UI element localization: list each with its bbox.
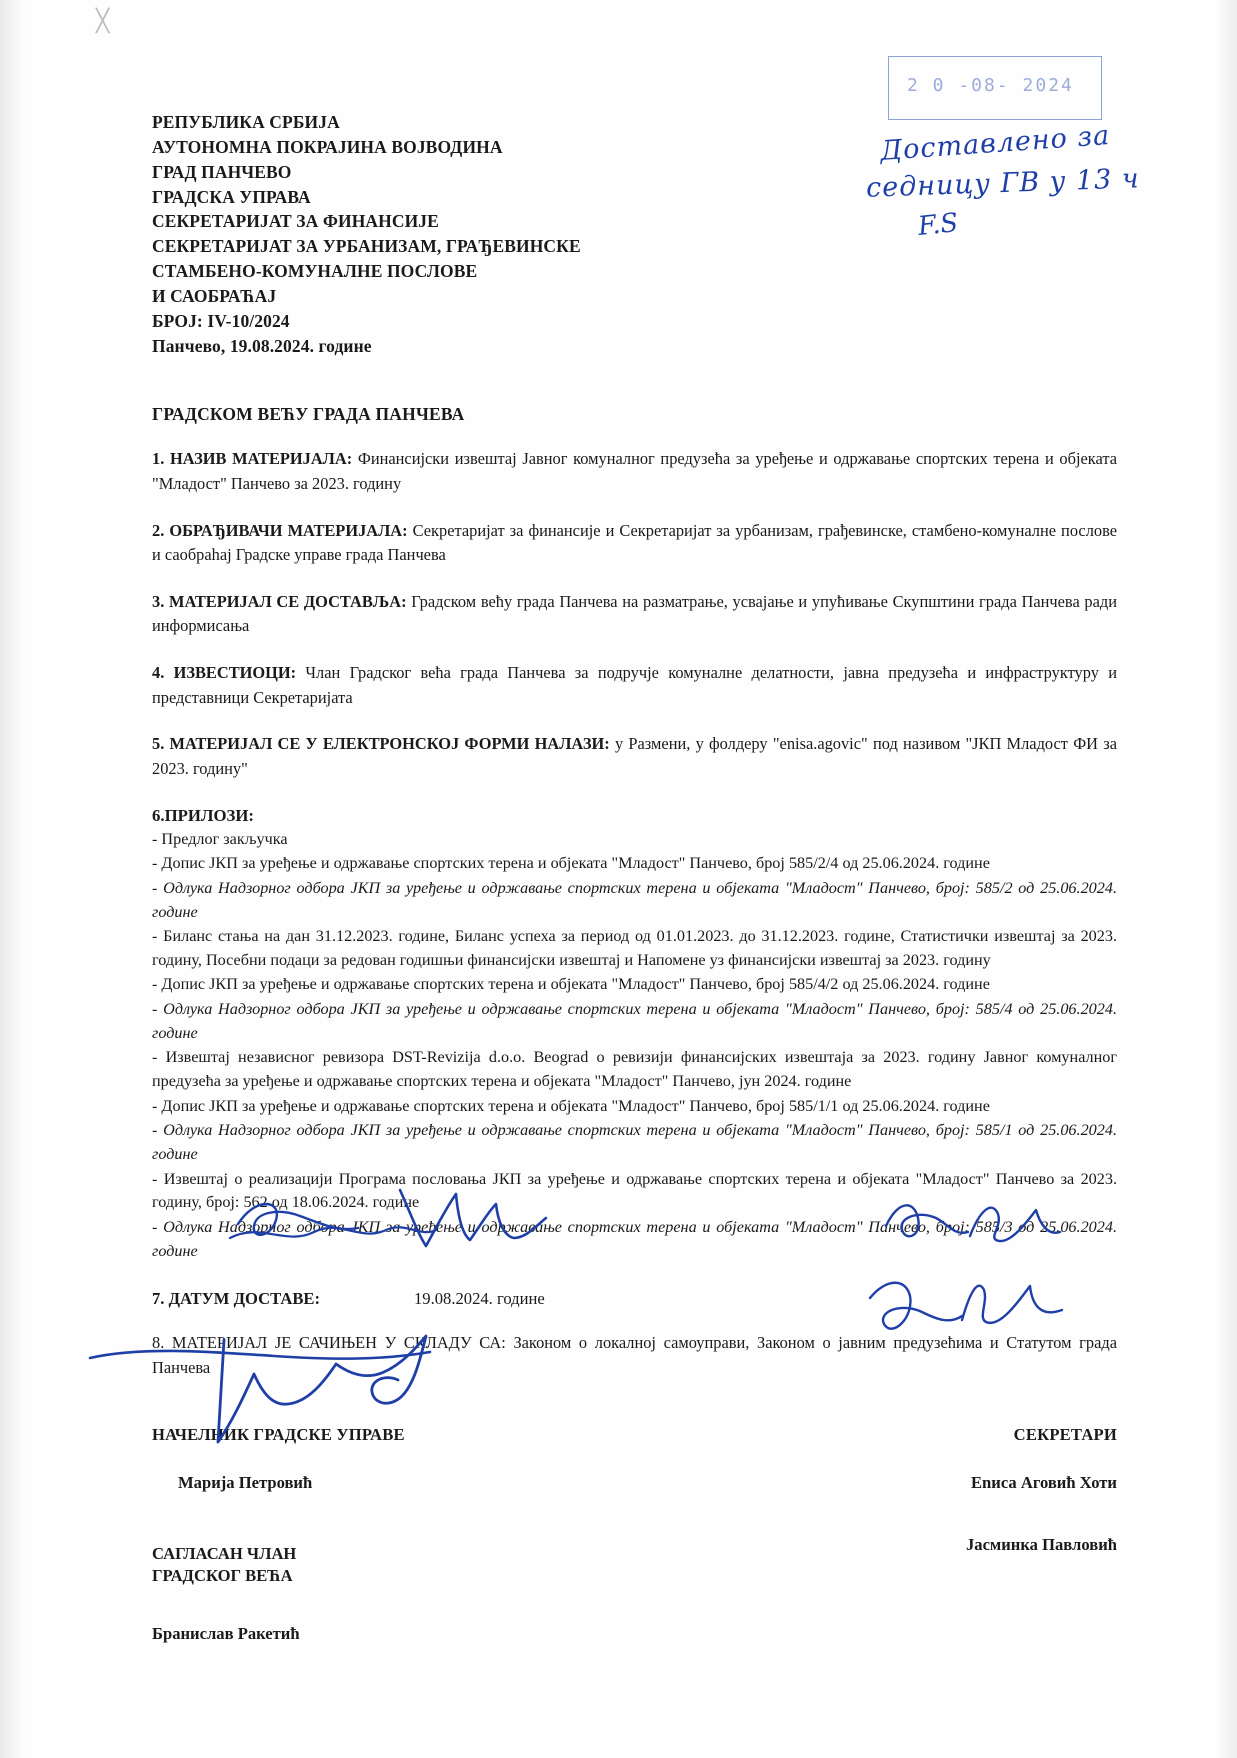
letterhead-line: РЕПУБЛИКА СРБИЈА (152, 112, 340, 132)
section-material-authors (152, 519, 1117, 568)
attachments-list (152, 828, 1117, 1264)
delivery-date-label: 7. ДАТУМ ДОСТАВЕ: (152, 1289, 320, 1309)
letterhead-line: СЕКРЕТАРИЈАТ ЗА УРБАНИЗАМ, ГРАЂЕВИНСКЕ (152, 236, 581, 257)
stamp-date: 2 0 -08- 2024 (907, 75, 1074, 96)
letterhead-line: АУТОНОМНА ПОКРАЈИНА ВОЈВОДИНА (152, 136, 503, 157)
attachment-item: - Допис ЈКП за уређење и одржавање спортских терена и објеката "Младост" Панчево, број 585/4/2 од 25.06.2024. године (152, 975, 990, 994)
attachment-item: - Одлука Надзорног одбора ЈКП за уређење и одржавање спортских терена и објеката "Младост" Панчево, број: 585/3 од 25.06.2024. године (152, 1218, 1117, 1260)
handwritten-note-line-2: седницу ГВ у 13 ч (865, 163, 1141, 204)
signature-name: Еnиса Аговић Хоти (970, 1472, 1117, 1492)
attachment-item: - Предлог закључка (152, 829, 288, 848)
signature-name: Јасминка Павловић (965, 1534, 1117, 1554)
letterhead-line: И САОБРАЋАЈ (152, 285, 277, 306)
signature-block (152, 1425, 1117, 1655)
section-text: Финансијски извештај Јавног комуналног предузећа за уређење и одржавање спортских терена и објеката "Младост" Панчево за 2023. годину (152, 449, 1118, 494)
letterhead-line: СЕКРЕТАРИЈАТ ЗА ФИНАНСИЈЕ (152, 211, 439, 232)
section-lead: 2. ОБРАЂИВАЧИ МАТЕРИЈАЛА: (152, 520, 408, 540)
section-lead: 8. МАТЕРИЈАЛ ЈЕ САЧИЊЕН У СКЛАДУ СА: (152, 1333, 506, 1353)
section-reporters (152, 661, 1117, 710)
attachment-item: - Извештај независног ревизора DST-Revizija d.o.o. Beograd о ревизији финансијских извештаја за 2023. годину Јавног комуналног предузећа за уређење и одржавање спортских терена и објеката "Младост" Панчево, јун 2024. године (152, 1048, 1117, 1091)
document-body (152, 110, 1117, 1655)
section-text: у Размени, у фолдеру "enisa.agovic" под називом "ЈКП Младост ФИ за 2023. годину" (152, 734, 1117, 778)
section-text: Законом о локалној самоуправи, Законом о јавним предузећима и Статутом града Панчева (152, 1333, 1117, 1377)
attachment-item: - Допис ЈКП за уређење и одржавање спортских терена и објеката "Младост" Панчево, број 585/1/1 од 25.06.2024. године (152, 1096, 990, 1115)
signature-role: НАЧЕЛНИК ГРАДСКЕ УПРАВЕ (152, 1424, 405, 1444)
signature-role-line-2: ГРАДСКОГ ВЕЋА (152, 1565, 293, 1585)
signature-role-line-1: САГЛАСАН ЧЛАН (152, 1543, 297, 1563)
section-lead: 5. МАТЕРИЈАЛ СЕ У ЕЛЕКТРОНСКОЈ ФОРМИ НАЛАЗИ: (152, 734, 610, 754)
signature-council-member (152, 1543, 300, 1646)
section-lead: 4. ИЗВЕСТИОЦИ: (152, 663, 297, 683)
delivery-date-row (152, 1289, 1117, 1309)
section-lead: 3. МАТЕРИЈАЛ СЕ ДОСТАВЉА: (152, 591, 407, 611)
attachment-item: - Одлука Надзорног одбора ЈКП за уређење и одржавање спортских терена и објеката "Младост" Панчево, број: 585/4 од 25.06.2024. године (152, 1000, 1117, 1042)
signature-role: СЕКРЕТАРИ (1013, 1424, 1117, 1444)
attachment-item: - Извештај о реализацији Програма пословања ЈКП за уређење и одржавање спортских терена и објеката "Младост" Панчево за 2023. годину, број: 562 од 18.06.2024. године (152, 1169, 1117, 1212)
section-lead: 1. НАЗИВ МАТЕРИЈАЛА: (152, 449, 353, 469)
attachments-title: 6.ПРИЛОЗИ: (152, 805, 254, 825)
section-compliance (152, 1331, 1117, 1380)
attachment-item: - Допис ЈКП за уређење и одржавање спортских терена и објеката "Младост" Панчево, број 585/2/4 од 25.06.2024. године (152, 854, 990, 873)
letterhead (152, 110, 1117, 358)
signature-name: Марија Петровић (178, 1472, 313, 1492)
signature-head-of-administration (152, 1425, 405, 1493)
addressee: ГРАДСКОМ ВЕЋУ ГРАДА ПАНЧЕВА (152, 404, 465, 425)
delivery-date-value: 19.08.2024. године (414, 1289, 545, 1309)
attachment-item: - Одлука Надзорног одбора ЈКП за уређење и одржавање спортских терена и објеката "Младост" Панчево, број: 585/1 од 25.06.2024. године (152, 1121, 1117, 1164)
letterhead-line: ГРАД ПАНЧЕВО (152, 161, 292, 182)
attachment-item: - Биланс стања на дан 31.12.2023. године, Биланс успеха за период од 01.01.2023. до 31.12.2023. године, Статистички извештај за 2023. годину, Посебни подаци за редован годишњи финансијски извештај и Напомене уз финансијски извештај за 2023. годину (152, 927, 1117, 969)
signature-secretaries (966, 1425, 1117, 1555)
letterhead-place-date: Панчево, 19.08.2024. године (152, 335, 372, 356)
section-material-delivery (152, 590, 1117, 639)
handwritten-note-signature: F.S (916, 207, 960, 243)
page-corner-mark: ╳ (96, 8, 110, 33)
section-text: Секретаријат за финансије и Секретаријат за урбанизам, грађевинске, стамбено-комуналне послове и саобрahaj Градске управе града Панчева (152, 520, 1117, 565)
section-text: Члан Градског већа града Панчева за подручје комуналне делатности, јавна предузећа и инфраструктуру и представници Секретаријата (152, 663, 1117, 707)
section-electronic-location (152, 732, 1117, 781)
handwritten-note-line-1: Доставлено за (879, 120, 1112, 167)
letterhead-line: ГРАДСКА УПРАВА (152, 186, 311, 207)
letterhead-line: СТАМБЕНО-КОМУНАЛНЕ ПОСЛОВЕ (152, 261, 478, 282)
section-text: Градском већу града Панчева на разматрање, усвајање и упућивање Скупштини града Панчева ради информисања (152, 591, 1117, 636)
attachment-item: - Одлука Надзорног одбора ЈКП за уређење и одржавање спортских терена и објеката "Младост" Панчево, број: 585/2 од 25.06.2024. године (152, 878, 1117, 921)
section-material-title (152, 447, 1117, 496)
letterhead-document-number: БРОЈ: IV-10/2024 (152, 310, 290, 331)
signature-name: Бранислав Ракетић (152, 1624, 300, 1644)
